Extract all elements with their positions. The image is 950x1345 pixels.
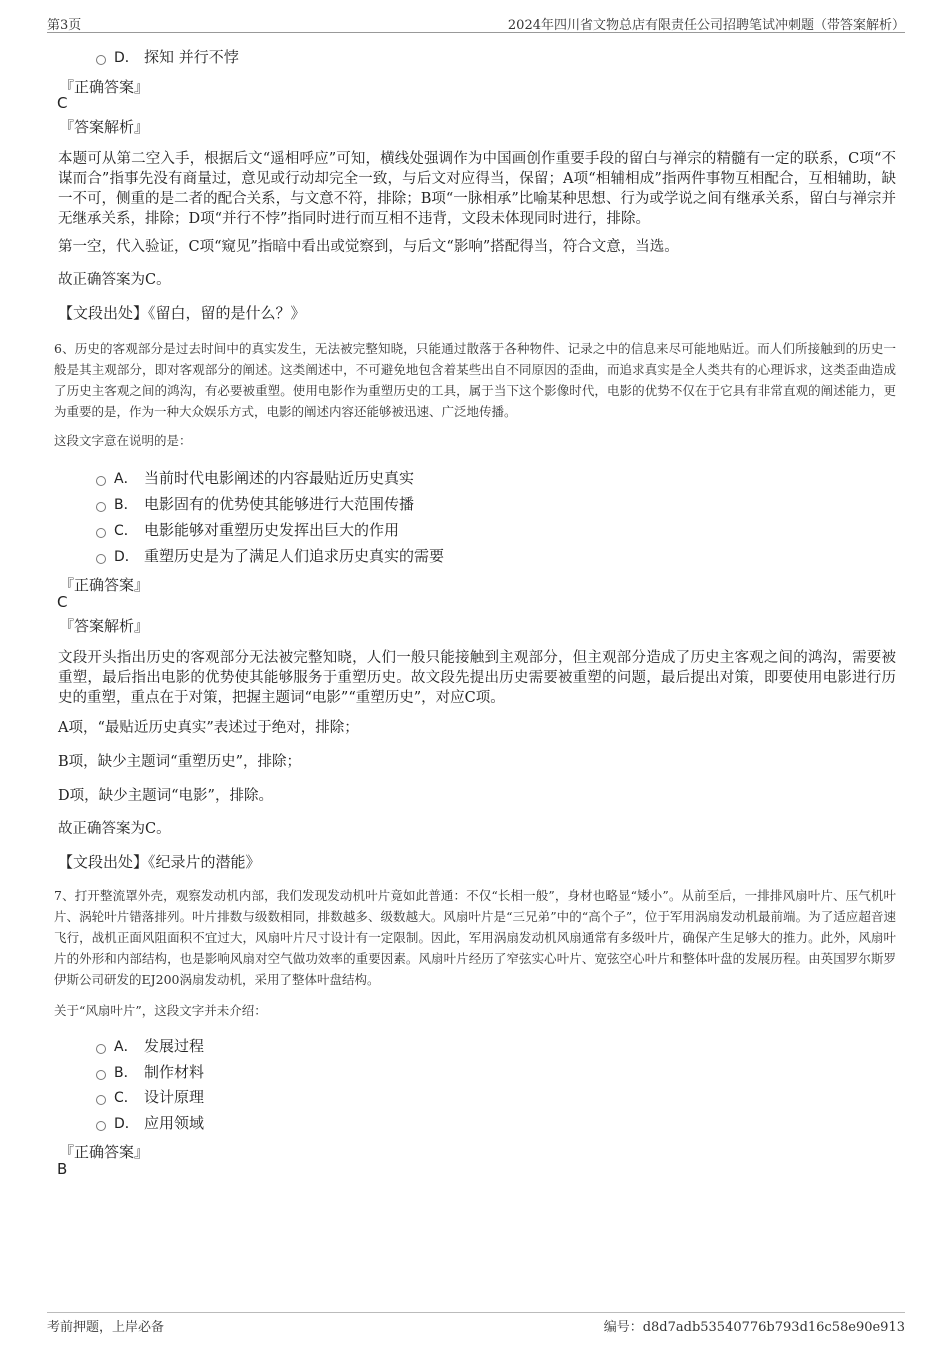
radio-icon[interactable] [96, 554, 106, 564]
radio-icon[interactable] [96, 476, 106, 486]
q6-analysis-para-5: 故正确答案为C。 [58, 821, 171, 837]
footer-slogan: 考前押题，上岸必备 [47, 1320, 165, 1335]
q5-analysis-para-1: 本题可从第二空入手，根据后文“遥相呼应”可知，横线处强调作为中国画创作重要手段的留白与禅宗的精髓有一定的联系，C项“不谋而合”指事先没有商量过，意见或行动却完全一致，与后文对应得当，保留；A项“相辅相成”指两件事物互相配合，互相辅助，缺一不可，侧重的是二者的配合关系，与文意不符，排除；B项“一脉相承”比喻某种思想、行为或学说之间有继承关系，留白与禅宗并无继承关系，排除；D项“并行不悖”指同时进行而互相不违背，文段未体现同时进行，排除。 [58, 151, 896, 227]
q7-stem: 关于“风扇叶片”，这段文字并未介绍： [54, 1003, 267, 1018]
radio-icon[interactable] [96, 55, 106, 65]
q6-source: 【文段出处】《纪录片的潜能》 [58, 853, 261, 871]
q5-analysis-para-3: 故正确答案为C。 [58, 272, 171, 288]
q7-passage: 7、打开整流罩外壳，观察发动机内部，我们发现发动机叶片竟如此普通：不仅“长相一般”，身材也略显“矮小”。从前至后，一排排风扇叶片、压气机叶片、涡轮叶片错落排列。叶片排数与级数相同，排数越多、级数越大。风扇叶片是“三兄弟”中的“高个子”，位于军用涡扇发动机最前端。为了适应超音速飞行，战机正面风阻面积不宜过大，风扇叶片尺寸设计有一定限制。因此，军用涡扇发动机风扇通常有多级叶片，确保产生足够大的推力。此外，风扇叶片的外形和内部结构，也是影响风扇对空气做功效率的重要因素。风扇叶片经历了窄弦实心叶片、宽弦空心叶片和整体叶盘的发展历程。由英国罗尔斯罗伊斯公司研发的EJ200涡扇发动机，采用了整体叶盘结构。 [54, 888, 896, 987]
page-header [47, 14, 905, 33]
q6-option-a[interactable]: A． 当前时代电影阐述的内容最贴近历史真实 [96, 468, 414, 488]
radio-icon[interactable] [96, 502, 106, 512]
q6-passage: 6、历史的客观部分是过去时间中的真实发生，无法被完整知晓，只能通过散落于各种物件、记录之中的信息来尽可能地贴近。而人们所接触到的历史一般是其主观部分，即对客观部分的阐述。这类阐述中，不可避免地包含着某些出自不同原因的歪曲，而追求真实是全人类共有的心理诉求，这类歪曲造成了历史主客观之间的鸿沟，有必要被重塑。使用电影作为重塑历史的工具，属于当下这个影像时代，电影的优势不仅在于它具有非常直观的阐述能力，更为重要的是，作为一种大众娱乐方式，电影的阐述内容还能够被迅速、广泛地传播。 [54, 341, 896, 419]
radio-icon[interactable] [96, 1095, 106, 1105]
q5-analysis-label: 『答案解析』 [59, 118, 150, 136]
q7-answer-label: 『正确答案』 [59, 1143, 150, 1161]
radio-icon[interactable] [96, 1044, 106, 1054]
q6-option-d[interactable]: D． 重塑历史是为了满足人们追求历史真实的需要 [96, 546, 444, 566]
q6-analysis-para-2: A项，“最贴近历史真实”表述过于绝对，排除； [58, 720, 359, 736]
q7-option-c[interactable]: C． 设计原理 [96, 1087, 204, 1107]
q5-analysis-para-2: 第一空，代入验证，C项“窥见”指暗中看出或觉察到，与后文“影响”搭配得当，符合文意，当选。 [58, 239, 679, 255]
q6-analysis-para-4: D项，缺少主题词“电影”，排除。 [58, 788, 273, 804]
q6-analysis-label: 『答案解析』 [59, 617, 150, 635]
radio-icon[interactable] [96, 1121, 106, 1131]
radio-icon[interactable] [96, 528, 106, 538]
q6-stem: 这段文字意在说明的是： [54, 433, 192, 448]
q6-option-c[interactable]: C． 电影能够对重塑历史发挥出巨大的作用 [96, 520, 399, 540]
q5-answer-label: 『正确答案』 [59, 78, 150, 96]
q6-answer: C [57, 593, 68, 611]
q7-answer: B [57, 1160, 68, 1178]
q5-option-d[interactable]: D． 探知 并行不悖 [96, 47, 239, 67]
q6-analysis-para-3: B项，缺少主题词“重塑历史”，排除； [58, 754, 301, 770]
page-footer [47, 1312, 905, 1335]
document-id: 编号：d8d7adb53540776b793d16c58e90e913 [603, 1320, 905, 1335]
q5-answer: C [57, 94, 68, 112]
q6-analysis-para-1: 文段开头指出历史的客观部分无法被完整知晓，人们一般只能接触到主观部分，但主观部分造成了历史主客观之间的鸿沟，需要被重塑，最后指出电影的优势使其能够服务于重塑历史。故文段先提出历史需要被重塑的问题，最后提出对策，即要使用电影进行历史的重塑，重点在于对策，把握主题词“电影”“重塑历史”，对应C项。 [58, 650, 896, 706]
q7-option-a[interactable]: A． 发展过程 [96, 1036, 204, 1056]
page-number: 第3页 [47, 18, 82, 33]
document-title: 2024年四川省文物总店有限责任公司招聘笔试冲刺题（带答案解析） [507, 18, 905, 33]
q6-answer-label: 『正确答案』 [59, 576, 150, 594]
q5-source: 【文段出处】《留白，留的是什么？》 [58, 304, 306, 322]
q7-option-b[interactable]: B． 制作材料 [96, 1062, 204, 1082]
q7-option-d[interactable]: D． 应用领域 [96, 1113, 204, 1133]
radio-icon[interactable] [96, 1070, 106, 1080]
q6-option-b[interactable]: B． 电影固有的优势使其能够进行大范围传播 [96, 494, 414, 514]
